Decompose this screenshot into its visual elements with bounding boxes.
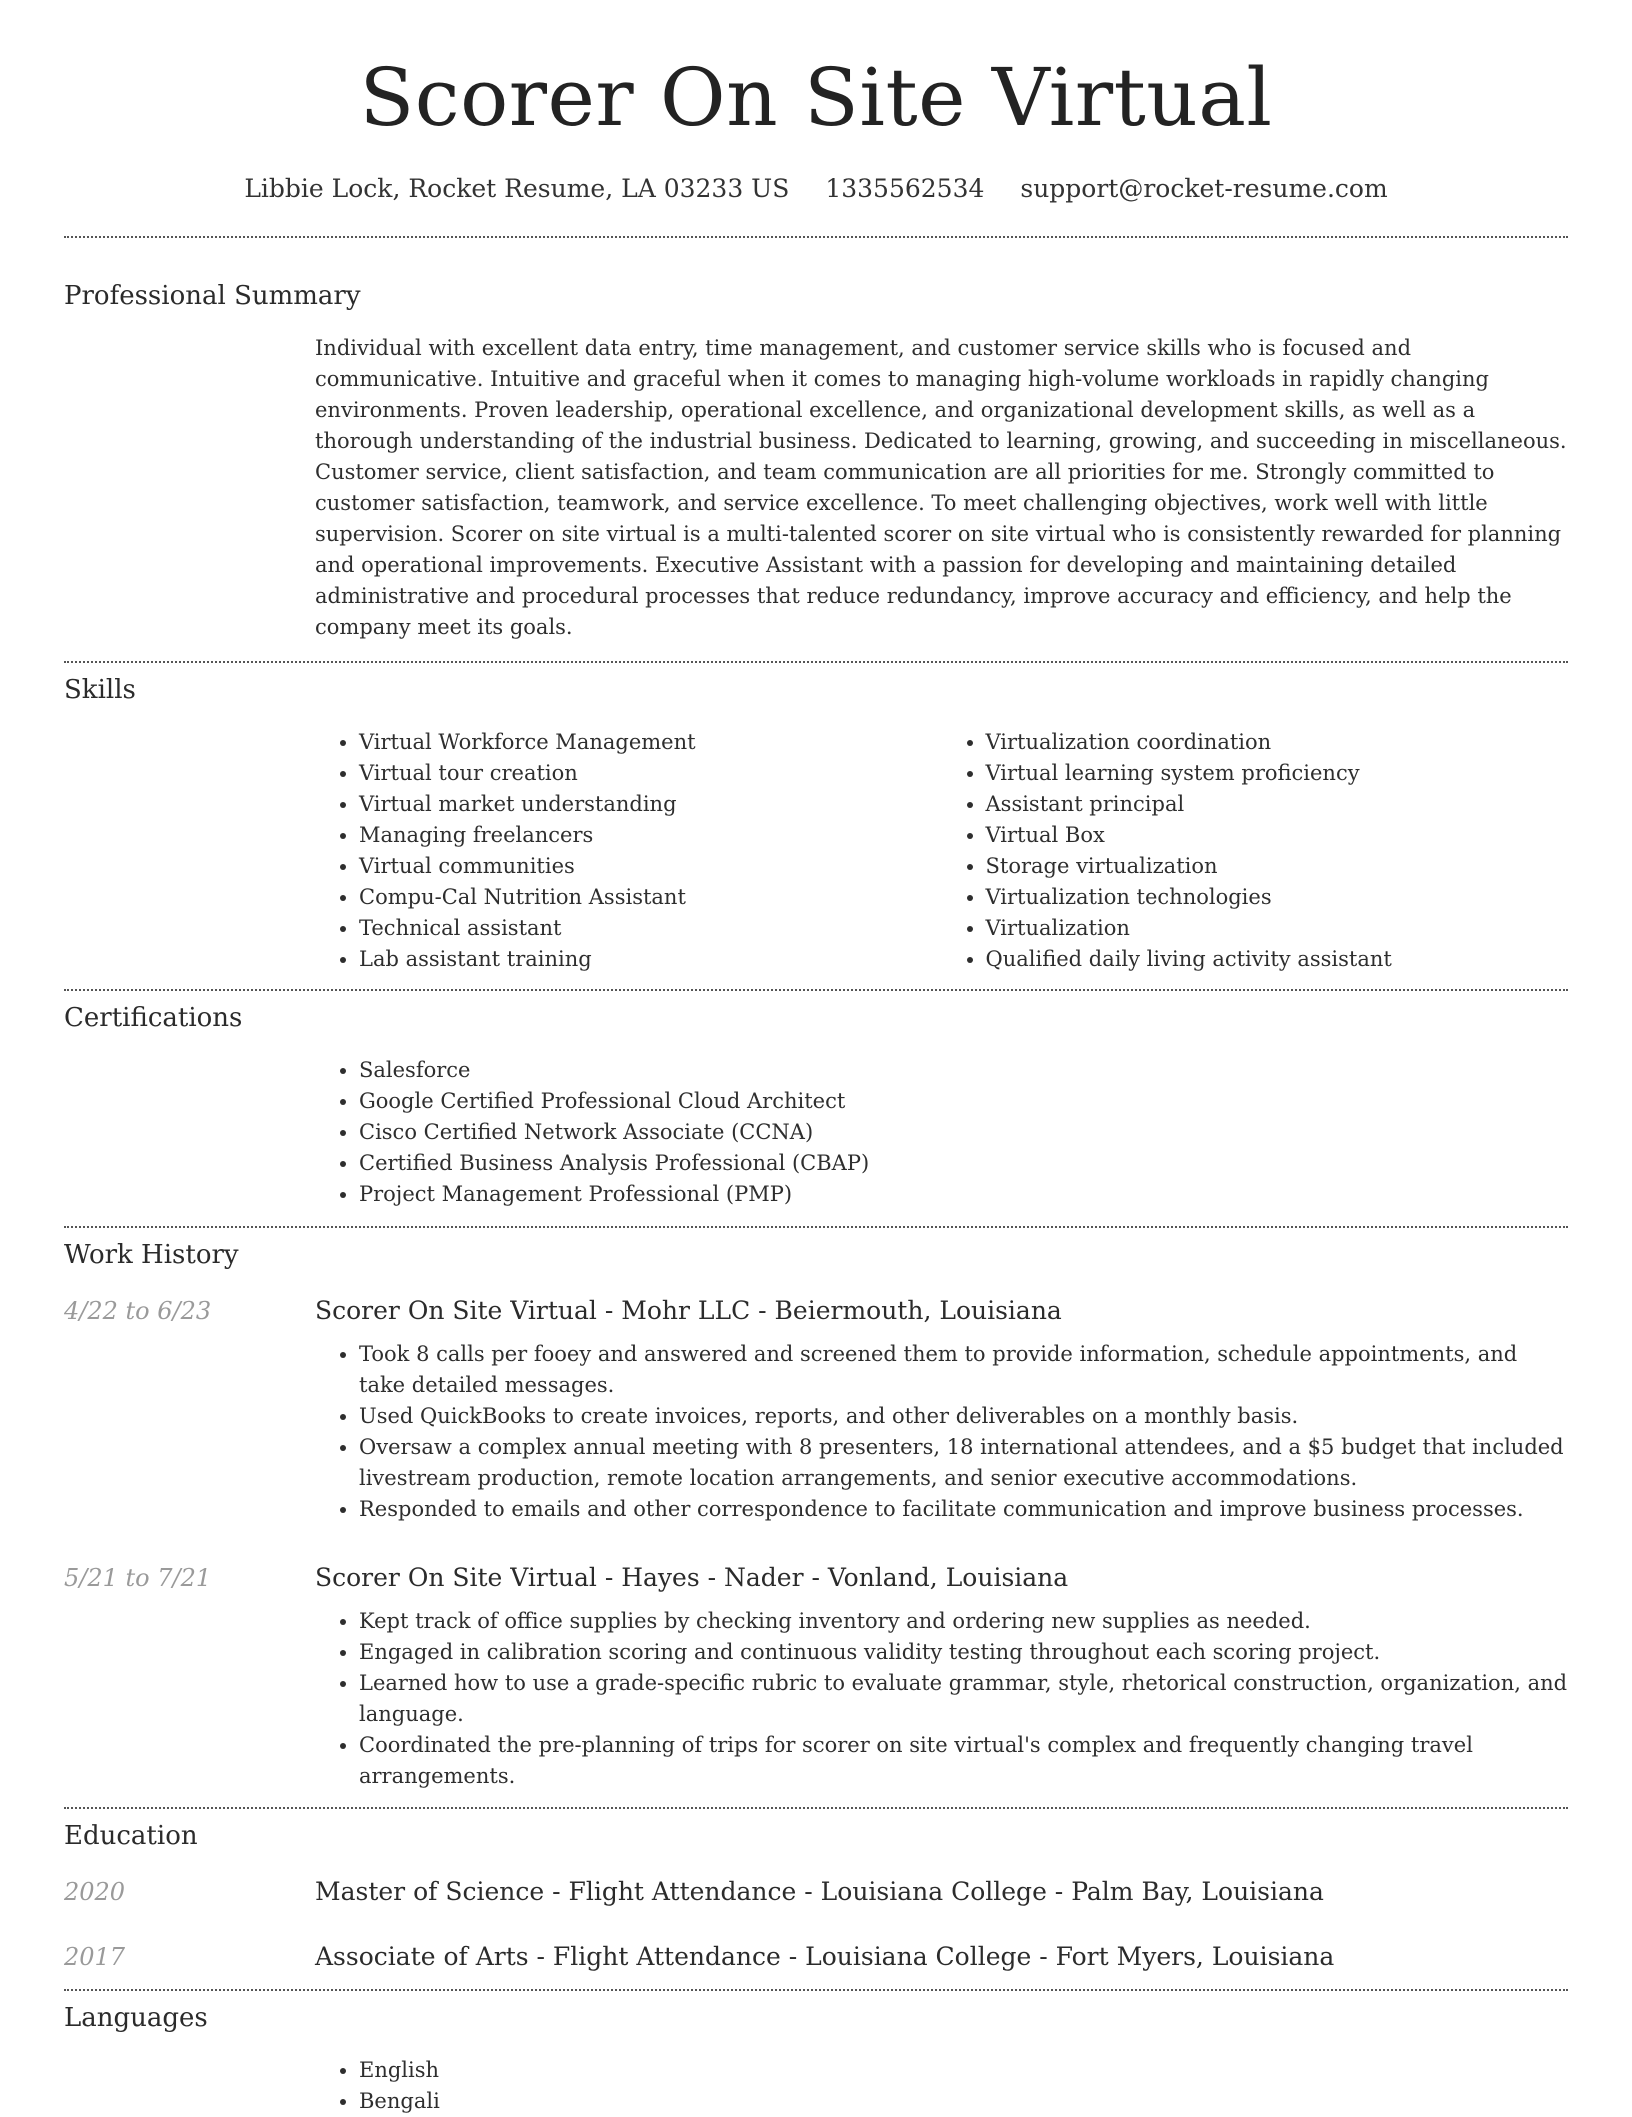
resume-page <box>64 0 1568 2117</box>
job-bullet: • Oversaw a complex annual meeting with 8 presenters, 18 international attendees, and a $5 budget that included livestream production, remote location arrangements, and senior executive accommodations. <box>359 1432 1568 1494</box>
certification-item: • Project Management Professional (PMP) <box>359 1179 1568 1210</box>
section-title-summary: Professional Summary <box>64 281 361 311</box>
job-details <box>315 1606 1568 1792</box>
education-year: 2017 <box>64 1943 126 1971</box>
job-bullet: • Used QuickBooks to create invoices, reports, and other deliverables on a monthly basis. <box>359 1401 1568 1432</box>
skill-item: • Qualified daily living activity assistant <box>986 944 1569 975</box>
education-year: 2020 <box>64 1878 126 1906</box>
certification-item: • Google Certified Professional Cloud Architect <box>359 1086 1568 1117</box>
skill-item: • Virtual market understanding <box>359 789 942 820</box>
job-dates: 4/22 to 6/23 <box>64 1297 212 1325</box>
summary-text: Individual with excellent data entry, time management, and customer service skills who is focused and communicative. Intuitive and graceful when it comes to managing high-volume workloads in rapidly changing environments. Proven leadership, operational excellence, and organizational development skills, as well as a thorough understanding of the industrial business. Dedicated to learning, growing, and succeeding in miscellaneous. Customer service, client satisfaction, and team communication are all priorities for me. Strongly committed to customer satisfaction, teamwork, and service excellence. To meet challenging objectives, work well with little supervision. Scorer on site virtual is a multi-talented scorer on site virtual who is consistently rewarded for planning and operational improvements. Executive Assistant with a passion for developing and maintaining detailed administrative and procedural processes that reduce redundancy, improve accuracy and efficiency, and help the company meet its goals. <box>315 336 1567 639</box>
education-entry <box>64 1877 1568 1906</box>
skills-list-right <box>942 727 1569 975</box>
skill-item: • Lab assistant training <box>359 944 942 975</box>
skill-item: • Virtualization technologies <box>986 882 1569 913</box>
education-entry <box>64 1942 1568 1971</box>
job-header <box>64 1296 1568 1325</box>
job-entry <box>64 1296 1568 1525</box>
job-title: Scorer On Site Virtual - Hayes - Nader - Vonland, Louisiana <box>315 1563 1069 1592</box>
skill-item: • Compu-Cal Nutrition Assistant <box>359 882 942 913</box>
divider <box>64 661 1568 663</box>
certifications-content <box>315 1055 1568 1210</box>
candidate-name: Scorer On Site Virtual <box>359 51 1273 144</box>
skills-grid <box>315 727 1568 975</box>
skill-item: • Managing freelancers <box>359 820 942 851</box>
job-bullets <box>315 1339 1568 1525</box>
work-history-section <box>64 1240 1568 1792</box>
skill-item: • Virtual communities <box>359 851 942 882</box>
contact-line <box>64 174 1568 203</box>
contact-phone: 1335562534 <box>825 174 985 203</box>
certifications-list <box>315 1055 1568 1210</box>
education-degree: Master of Science - Flight Attendance - Louisiana College - Palm Bay, Louisiana <box>315 1877 1324 1906</box>
job-bullet: • Engaged in calibration scoring and continuous validity testing throughout each scoring project. <box>359 1637 1568 1668</box>
job-bullet: • Coordinated the pre-planning of trips for scorer on site virtual's complex and frequently changing travel arrangements. <box>359 1730 1568 1792</box>
section-title-work-history: Work History <box>64 1240 239 1270</box>
job-header <box>64 1563 1568 1592</box>
skill-item: • Assistant principal <box>986 789 1569 820</box>
job-bullet: • Learned how to use a grade-specific rubric to evaluate grammar, style, rhetorical construction, organization, and language. <box>359 1668 1568 1730</box>
divider <box>64 1226 1568 1228</box>
divider <box>64 236 1568 238</box>
skill-item: • Virtual learning system proficiency <box>986 758 1569 789</box>
job-bullet: • Responded to emails and other correspondence to facilitate communication and improve business processes. <box>359 1494 1568 1525</box>
certification-item: • Cisco Certified Network Associate (CCNA) <box>359 1117 1568 1148</box>
summary-section <box>64 281 1568 643</box>
job-title: Scorer On Site Virtual - Mohr LLC - Beiermouth, Louisiana <box>315 1296 1062 1325</box>
skill-item: • Virtual tour creation <box>359 758 942 789</box>
section-title-languages: Languages <box>64 2003 208 2033</box>
contact-address: Libbie Lock, Rocket Resume, LA 03233 US <box>244 174 790 203</box>
contact-email: support@rocket-resume.com <box>1020 174 1388 203</box>
education-section <box>64 1821 1568 1971</box>
skill-item: • Technical assistant <box>359 913 942 944</box>
skill-item: • Virtualization <box>986 913 1569 944</box>
languages-section <box>64 2003 1568 2117</box>
education-degree: Associate of Arts - Flight Attendance - Louisiana College - Fort Myers, Louisiana <box>315 1942 1335 1971</box>
languages-list <box>315 2055 1568 2117</box>
section-title-education: Education <box>64 1821 198 1851</box>
job-bullet: • Kept track of office supplies by checking inventory and ordering new supplies as needed. <box>359 1606 1568 1637</box>
divider <box>64 1807 1568 1809</box>
skill-item: • Virtual Box <box>986 820 1569 851</box>
certification-item: • Certified Business Analysis Professional (CBAP) <box>359 1148 1568 1179</box>
language-item: • English <box>359 2055 1568 2086</box>
job-bullets <box>315 1606 1568 1792</box>
skill-item: • Virtualization coordination <box>986 727 1569 758</box>
section-title-skills: Skills <box>64 675 136 705</box>
divider <box>64 1989 1568 1991</box>
job-entry <box>64 1563 1568 1792</box>
skills-list-left <box>315 727 942 975</box>
skill-item: • Storage virtualization <box>986 851 1569 882</box>
skills-section <box>64 675 1568 975</box>
job-bullet: • Took 8 calls per fooey and answered and screened them to provide information, schedule appointments, and take detailed messages. <box>359 1339 1568 1401</box>
language-item: • Bengali <box>359 2086 1568 2117</box>
certifications-section <box>64 1003 1568 1210</box>
job-details <box>315 1339 1568 1525</box>
divider <box>64 989 1568 991</box>
certification-item: • Salesforce <box>359 1055 1568 1086</box>
section-title-certifications: Certifications <box>64 1003 243 1033</box>
languages-content <box>315 2055 1568 2117</box>
job-dates: 5/21 to 7/21 <box>64 1564 212 1592</box>
skill-item: • Virtual Workforce Management <box>359 727 942 758</box>
